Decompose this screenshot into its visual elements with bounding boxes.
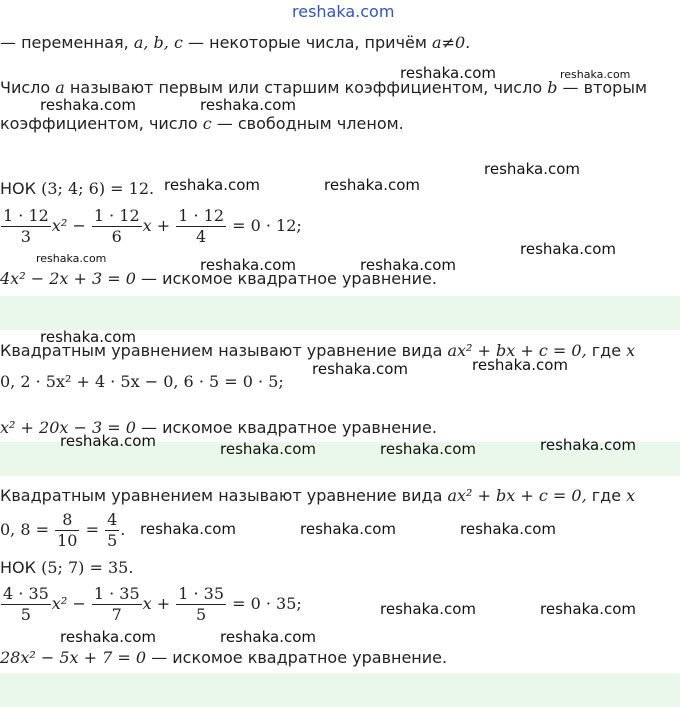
watermark-text: reshaka.com: [520, 240, 616, 258]
text-span: — свободным членом.: [216, 114, 404, 133]
watermark-text: reshaka.com: [220, 440, 316, 458]
fraction: $\frac{1 \cdot 12}{4}$: [178, 206, 225, 246]
watermark-text: reshaka.com: [60, 432, 156, 450]
watermark-text: reshaka.com: [200, 96, 296, 114]
text-span: коэффициентом, число: [0, 114, 198, 133]
text-span: Число: [0, 78, 51, 97]
math-span: x² −: [51, 216, 86, 235]
text-span: — некоторые числа, причём: [188, 33, 427, 52]
watermark-text: reshaka.com: [540, 600, 636, 618]
math-span: = 0 · 12;: [232, 216, 302, 235]
site-watermark: reshaka.com: [292, 2, 395, 21]
math-span: x: [626, 341, 636, 360]
text-line: [0, 113, 404, 135]
text-span: НОК: [0, 179, 36, 198]
math-span: (3; 4; 6) = 12.: [41, 179, 155, 198]
text-span: где: [591, 486, 622, 505]
fraction: $\frac{1 \cdot 12}{3}$: [3, 206, 49, 246]
text-span: называют первым или старшим коэффициентом, число: [69, 78, 543, 97]
watermark-text: reshaka.com: [400, 64, 496, 82]
answer-band: [0, 673, 680, 707]
math-span: c: [202, 114, 212, 133]
text-span: — переменная,: [0, 33, 129, 52]
text-span: Квадратным уравнением называют уравнение вида: [0, 486, 443, 505]
text-span: НОК: [0, 558, 36, 577]
answer-band: [0, 296, 680, 330]
watermark-text: reshaka.com: [60, 628, 156, 646]
math-span: x: [626, 486, 636, 505]
text-span: где: [591, 341, 622, 360]
watermark-text: reshaka.com: [220, 628, 316, 646]
math-span: x² + 20x − 3 = 0: [0, 418, 136, 437]
watermark-text: reshaka.com: [360, 256, 456, 274]
watermark-text: reshaka.com: [300, 520, 396, 538]
text-line: [0, 32, 470, 54]
watermark-text: reshaka.com: [472, 356, 568, 374]
math-line: 0, 2 · 5x² + 4 · 5x − 0, 6 · 5 = 0 · 5;: [0, 372, 284, 391]
lcm-line: [0, 557, 133, 579]
watermark-text: reshaka.com: [312, 360, 408, 378]
fraction-equation: [0, 206, 302, 247]
watermark-text: reshaka.com: [380, 440, 476, 458]
text-span: Квадратным уравнением называют уравнение вида: [0, 341, 443, 360]
math-span: a≠0.: [432, 33, 471, 52]
watermark-text: reshaka.com: [200, 256, 296, 274]
watermark-text: reshaka.com: [40, 328, 136, 346]
math-span: .: [120, 520, 126, 539]
watermark-text: reshaka.com: [40, 96, 136, 114]
text-span: — искомое квадратное уравнение.: [141, 418, 437, 437]
fraction: $\frac{1 \cdot 35}{5}$: [178, 584, 225, 624]
watermark-text: reshaka.com: [484, 160, 580, 178]
text-line: [0, 647, 447, 669]
fraction: $\frac{8}{10}$: [57, 510, 78, 550]
math-span: x² −: [51, 594, 86, 613]
math-span: b: [547, 78, 558, 97]
math-span: a: [55, 78, 65, 97]
text-line: [0, 485, 635, 507]
math-span: 0, 8 =: [0, 520, 50, 539]
lcm-line: [0, 178, 154, 200]
math-span: a, b, c: [133, 33, 183, 52]
fraction: $\frac{4 \cdot 35}{5}$: [3, 584, 49, 624]
math-span: x +: [142, 216, 171, 235]
text-span: — искомое квадратное уравнение.: [151, 648, 448, 667]
math-span: 28x² − 5x + 7 = 0: [0, 648, 147, 667]
watermark-text: reshaka.com: [460, 520, 556, 538]
text-span: — вторым: [562, 78, 648, 97]
fraction-equation: [0, 584, 302, 625]
watermark-text: reshaka.com: [380, 600, 476, 618]
math-span: =: [85, 520, 99, 539]
math-span: = 0 · 35;: [232, 594, 302, 613]
math-span: ax² + bx + c = 0,: [447, 341, 587, 360]
watermark-text: reshaka.com: [560, 68, 631, 81]
text-span: — искомое квадратное уравнение.: [141, 269, 437, 288]
math-span: ax² + bx + c = 0,: [447, 486, 587, 505]
fraction: $\frac{4}{5}$: [107, 510, 118, 550]
watermark-text: reshaka.com: [140, 520, 236, 538]
watermark-text: reshaka.com: [164, 176, 260, 194]
watermark-text: reshaka.com: [324, 176, 420, 194]
math-span: 4x² − 2x + 3 = 0: [0, 269, 136, 288]
fraction: $\frac{1 \cdot 12}{6}$: [93, 206, 140, 246]
watermark-text: reshaka.com: [540, 436, 636, 454]
watermark-text: reshaka.com: [36, 252, 107, 265]
math-span: (5; 7) = 35.: [41, 558, 134, 577]
fraction-equation: [0, 510, 125, 551]
math-span: x +: [142, 594, 171, 613]
fraction: $\frac{1 \cdot 35}{7}$: [93, 584, 140, 624]
